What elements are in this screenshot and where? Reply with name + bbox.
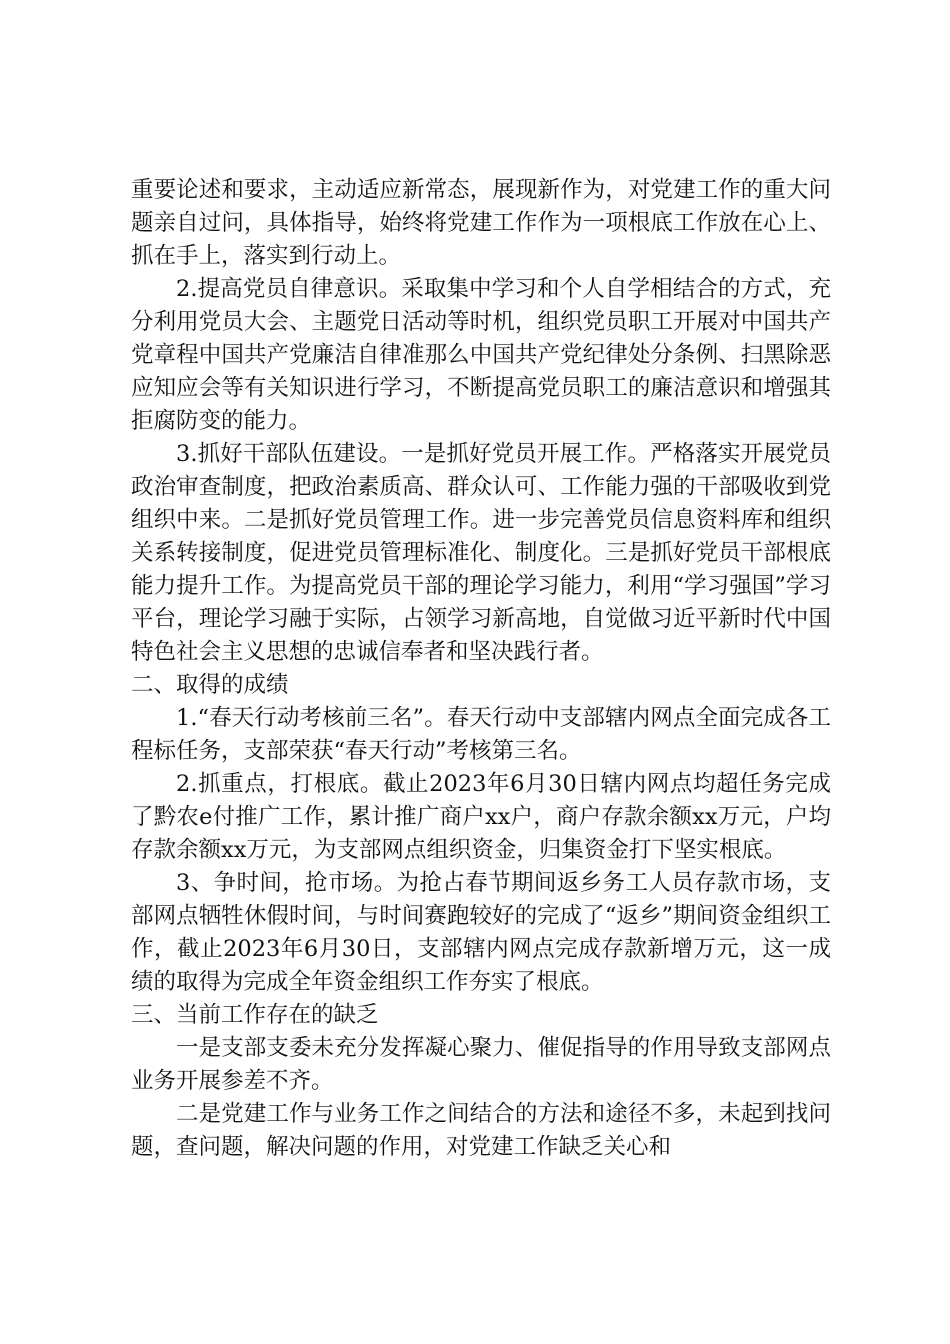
section-heading-shortcomings: 三、当前工作存在的缺乏 — [131, 1002, 379, 1028]
paragraph-discipline: 2.提高党员自律意识。采取集中学习和个人自学相结合的方式，充分利用党员大会、主题党日活动等时机，组织党员职工开展对中国共产党章程中国共产党廉洁自律准那么中国共产党纪律处分条例、扫黑除恶应知应会等有关知识进行学习，不断提高党员职工的廉洁意识和增强其拒腐防变的能力。 — [131, 276, 831, 434]
paragraph-shortcoming-one: 一是支部支委未充分发挥凝心聚力、催促指导的作用导致支部网点业务开展参差不齐。 — [131, 1035, 831, 1094]
paragraph-shortcoming-two: 二是党建工作与业务工作之间结合的方法和途径不多，未起到找问题，查问题，解决问题的作用，对党建工作缺乏关心和 — [131, 1101, 831, 1160]
paragraph-cadre-building: 3.抓好干部队伍建设。一是抓好党员开展工作。严格落实开展党员政治审查制度，把政治素质高、群众认可、工作能力强的干部吸收到党组织中来。二是抓好党员管理工作。进一步完善党员信息资料库和组织关系转接制度，促进党员管理标准化、制度化。三是抓好党员干部根底能力提升工作。为提高党员干部的理论学习能力，利用“学习强国”学习平台，理论学习融于实际，占领学习新高地，自觉做习近平新时代中国特色社会主义思想的忠诚信奉者和坚决践行者。 — [131, 441, 831, 665]
document-body — [131, 174, 831, 1164]
paragraph-key-points: 2.抓重点，打根底。截止2023年6月30日辖内网点均超任务完成了黔农e付推广工作，累计推广商户xx户，商户存款余额xx万元，户均存款余额xx万元，为支部网点组织资金，归集资金打下坚实根底。 — [131, 771, 831, 863]
section-heading-achievements: 二、取得的成绩 — [131, 672, 289, 698]
paragraph-spring-action: 1.“春天行动考核前三名”。春天行动中支部辖内网点全面完成各工程标任务，支部荣获“春天行动”考核第三名。 — [131, 705, 831, 764]
paragraph-continuation: 重要论述和要求，主动适应新常态，展现新作为，对党建工作的重大问题亲自过问，具体指导，始终将党建工作作为一项根底工作放在心上、抓在手上，落实到行动上。 — [131, 177, 831, 269]
paragraph-market: 3、争时间，抢市场。为抢占春节期间返乡务工人员存款市场，支部网点牺牲休假时间，与时间赛跑较好的完成了“返乡”期间资金组织工作，截止2023年6月30日，支部辖内网点完成存款新增万元，这一成绩的取得为完成全年资金组织工作夯实了根底。 — [131, 870, 831, 995]
